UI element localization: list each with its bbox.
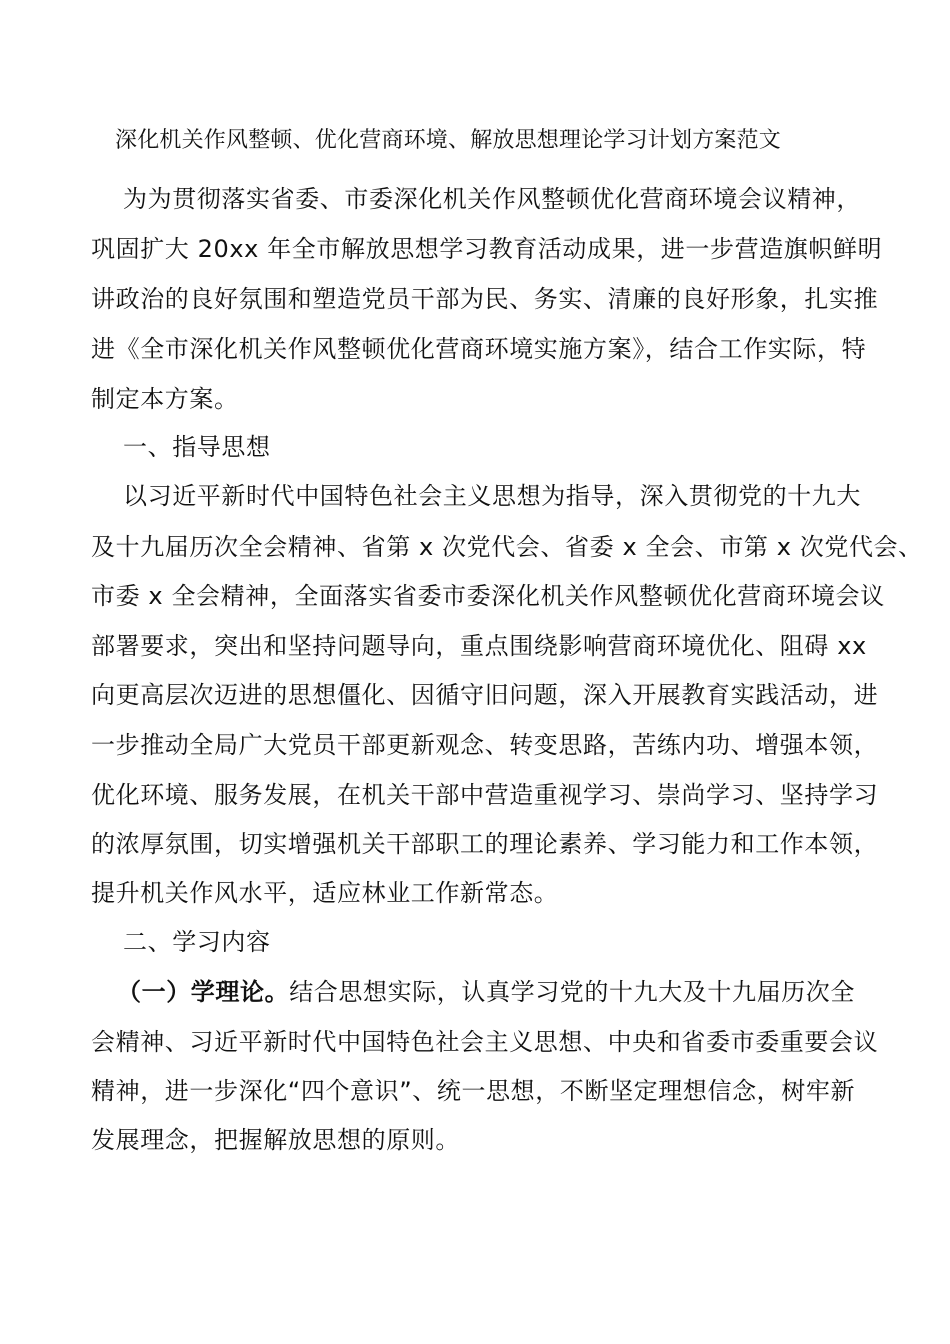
section1-line: 及十九届历次全会精神、省第 x 次党代会、省委 x 全会、市第 x 次党代会、 <box>91 533 923 561</box>
section1-line: 优化环境、服务发展，在机关干部中营造重视学习、崇尚学习、坚持学习 <box>91 781 879 809</box>
subsection-text: 结合思想实际，认真学习党的十九大及十九届历次全 <box>289 978 856 1006</box>
section2-line: 精神，进一步深化“四个意识”、统一思想，不断坚定理想信念，树牢新 <box>91 1077 856 1105</box>
subsection-label: （一）学理论。 <box>117 978 290 1006</box>
section1-line: 部署要求，突出和坚持问题导向，重点围绕影响营商环境优化、阻碍 xx <box>91 632 867 660</box>
intro-line: 讲政治的良好氛围和塑造党员干部为民、务实、清廉的良好形象，扎实推 <box>91 285 879 313</box>
section1-line: 向更高层次迈进的思想僵化、因循守旧问题，深入开展教育实践活动，进 <box>91 681 879 709</box>
intro-line: 制定本方案。 <box>91 385 239 413</box>
section1-line: 的浓厚氛围，切实增强机关干部职工的理论素养、学习能力和工作本领， <box>91 830 879 858</box>
section1-line: 市委 x 全会精神，全面落实省委市委深化机关作风整顿优化营商环境会议 <box>91 582 885 610</box>
section2-line: 发展理念，把握解放思想的原则。 <box>91 1126 460 1154</box>
section-heading-2: 二、学习内容 <box>123 928 271 956</box>
document-title: 深化机关作风整顿、优化营商环境、解放思想理论学习计划方案范文 <box>115 128 782 153</box>
section-heading-1: 一、指导思想 <box>123 433 271 461</box>
subsection-line <box>117 976 897 1008</box>
intro-line: 巩固扩大 20xx 年全市解放思想学习教育活动成果，进一步营造旗帜鲜明 <box>91 235 883 263</box>
section1-line: 提升机关作风水平，适应林业工作新常态。 <box>91 879 559 907</box>
section2-line: 会精神、习近平新时代中国特色社会主义思想、中央和省委市委重要会议 <box>91 1028 879 1056</box>
section1-line: 以习近平新时代中国特色社会主义思想为指导，深入贯彻党的十九大 <box>123 482 861 510</box>
intro-line: 为为贯彻落实省委、市委深化机关作风整顿优化营商环境会议精神， <box>123 185 861 213</box>
intro-line: 进《全市深化机关作风整顿优化营商环境实施方案》，结合工作实际，特 <box>91 335 867 363</box>
section1-line: 一步推动全局广大党员干部更新观念、转变思路，苦练内功、增强本领， <box>91 731 879 759</box>
